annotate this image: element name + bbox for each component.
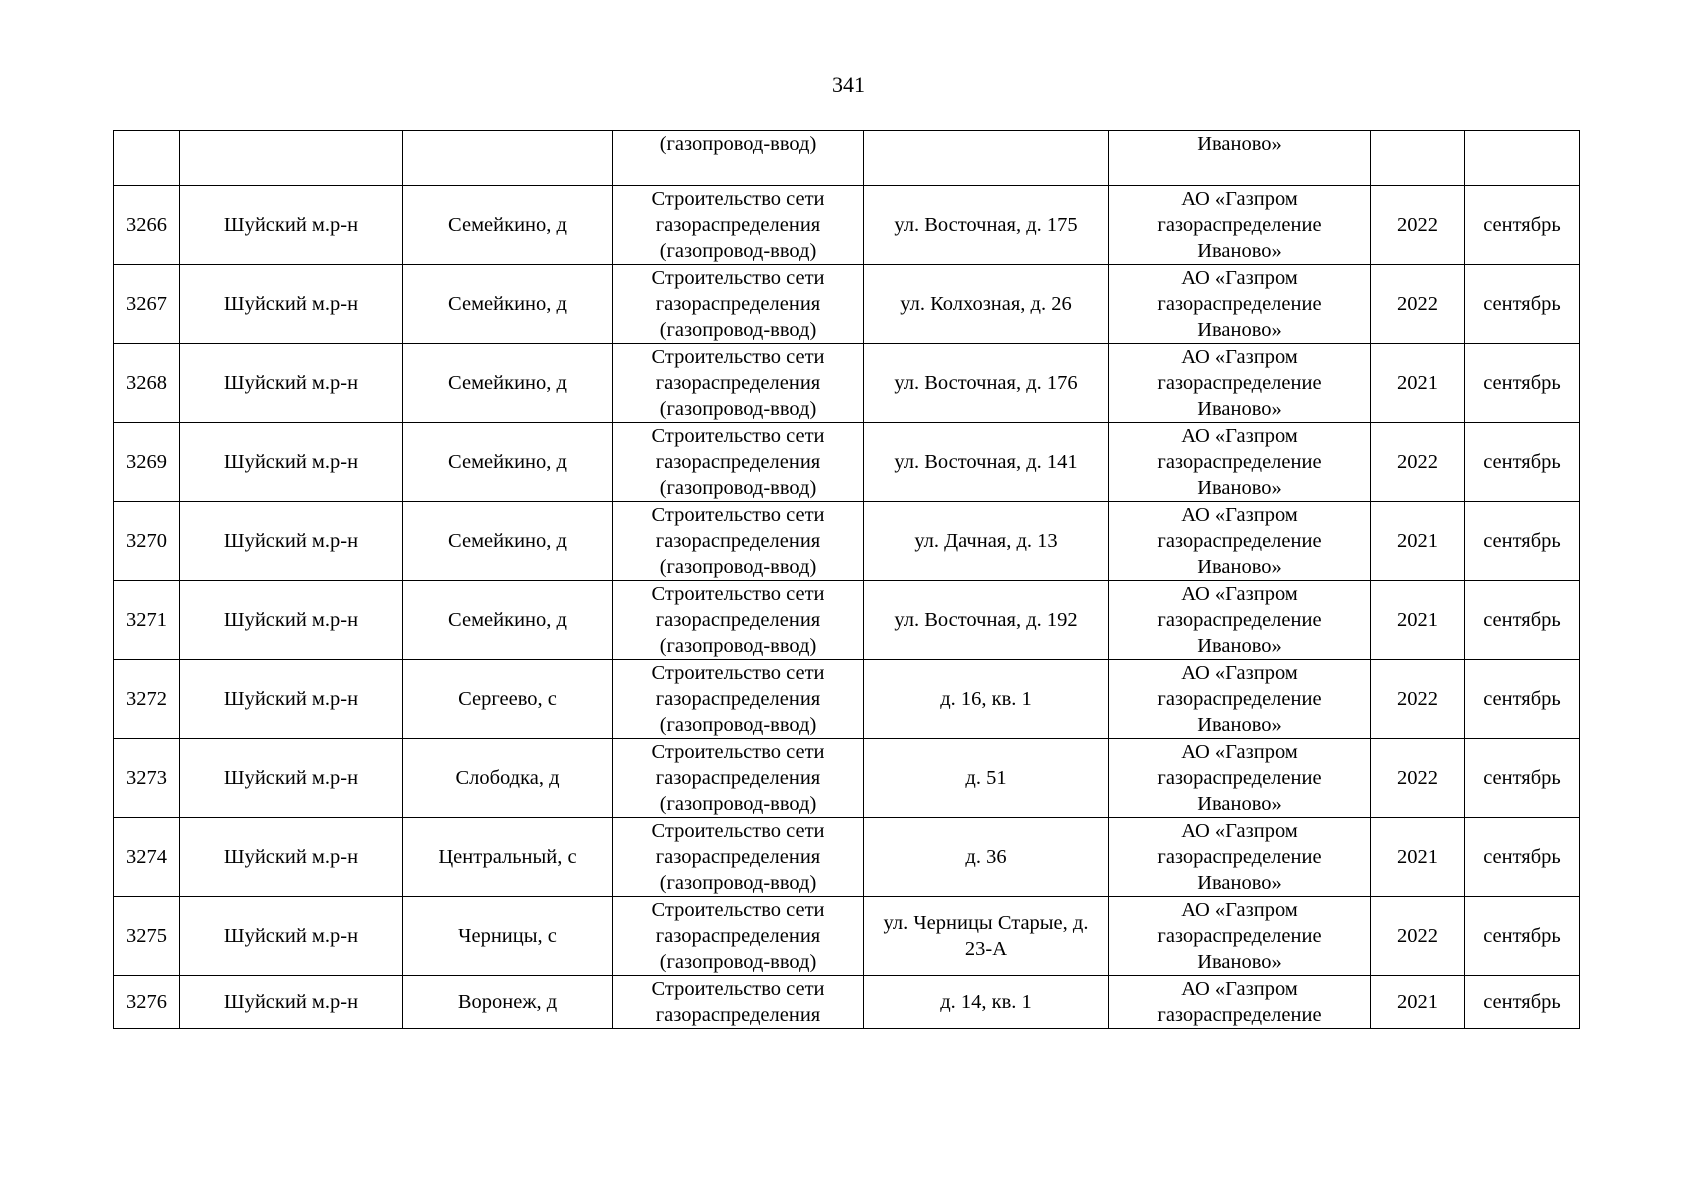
cell-work-line: Строительство сети bbox=[651, 662, 825, 684]
table-row bbox=[114, 739, 1580, 818]
cell-num: 3275 bbox=[114, 897, 180, 976]
cell-address bbox=[864, 265, 1109, 344]
cell-org-line: газораспределение bbox=[1157, 925, 1322, 947]
cell-org-line: АО «Газпром bbox=[1181, 978, 1298, 1000]
cell-address bbox=[864, 502, 1109, 581]
cell-work-line: газораспределения bbox=[655, 451, 821, 473]
cell-year: 2022 bbox=[1371, 423, 1465, 502]
cell-org-line: АО «Газпром bbox=[1181, 583, 1298, 605]
table-row bbox=[114, 581, 1580, 660]
cell-month: сентябрь bbox=[1465, 897, 1580, 976]
cell-work-line: (газопровод-ввод) bbox=[659, 398, 817, 420]
cell-org-line: АО «Газпром bbox=[1181, 820, 1298, 842]
cell-work-line: газораспределения bbox=[655, 372, 821, 394]
cell-address-line: 23-А bbox=[964, 938, 1008, 960]
cell-year: 2022 bbox=[1371, 265, 1465, 344]
cell-org bbox=[1109, 976, 1371, 1029]
cell-num: 3271 bbox=[114, 581, 180, 660]
cell-org-line: АО «Газпром bbox=[1181, 899, 1298, 921]
cell-org bbox=[1109, 423, 1371, 502]
cell-org-line: Иваново» bbox=[1197, 872, 1282, 894]
cell-district: Шуйский м.р-н bbox=[180, 897, 403, 976]
cell-address-line: ул. Восточная, д. 175 bbox=[894, 214, 1078, 236]
cell-settlement: Семейкино, д bbox=[403, 502, 613, 581]
cell-num: 3274 bbox=[114, 818, 180, 897]
cell-org: Иваново» bbox=[1109, 131, 1371, 186]
cell-org-line: газораспределение bbox=[1157, 214, 1322, 236]
cell-settlement: Черницы, с bbox=[403, 897, 613, 976]
cell-org-line: газораспределение bbox=[1157, 767, 1322, 789]
table-row bbox=[114, 265, 1580, 344]
cell-year bbox=[1371, 131, 1465, 186]
cell-settlement: Семейкино, д bbox=[403, 344, 613, 423]
table-row bbox=[114, 818, 1580, 897]
cell-work bbox=[613, 739, 864, 818]
cell-year: 2022 bbox=[1371, 660, 1465, 739]
cell-num: 3276 bbox=[114, 976, 180, 1029]
cell-year: 2021 bbox=[1371, 344, 1465, 423]
cell-district: Шуйский м.р-н bbox=[180, 976, 403, 1029]
cell-month: сентябрь bbox=[1465, 818, 1580, 897]
cell-org-line: газораспределение bbox=[1157, 451, 1322, 473]
page-number: 341 bbox=[832, 72, 865, 97]
cell-work-line: газораспределения bbox=[655, 767, 821, 789]
cell-settlement: Семейкино, д bbox=[403, 581, 613, 660]
cell-org bbox=[1109, 818, 1371, 897]
cell-work-line: (газопровод-ввод) bbox=[659, 714, 817, 736]
cell-org-line: АО «Газпром bbox=[1181, 504, 1298, 526]
cell-work-line: газораспределения bbox=[655, 846, 821, 868]
cell-org-line: Иваново» bbox=[1197, 951, 1282, 973]
cell-address bbox=[864, 976, 1109, 1029]
cell-address bbox=[864, 131, 1109, 186]
cell-work bbox=[613, 660, 864, 739]
cell-work-line: (газопровод-ввод) bbox=[659, 240, 817, 262]
cell-org bbox=[1109, 344, 1371, 423]
cell-year: 2022 bbox=[1371, 897, 1465, 976]
cell-year: 2022 bbox=[1371, 186, 1465, 265]
cell-work bbox=[613, 976, 864, 1029]
cell-address bbox=[864, 423, 1109, 502]
cell-address-line: ул. Дачная, д. 13 bbox=[914, 530, 1058, 552]
cell-address bbox=[864, 344, 1109, 423]
cell-month: сентябрь bbox=[1465, 186, 1580, 265]
cell-work-line: Строительство сети bbox=[651, 425, 825, 447]
cell-num: 3269 bbox=[114, 423, 180, 502]
cell-district: Шуйский м.р-н bbox=[180, 265, 403, 344]
cell-work-line: Строительство сети bbox=[651, 899, 825, 921]
cell-org bbox=[1109, 265, 1371, 344]
cell-month: сентябрь bbox=[1465, 739, 1580, 818]
cell-month: сентябрь bbox=[1465, 502, 1580, 581]
cell-work bbox=[613, 818, 864, 897]
cell-org-line: Иваново» bbox=[1197, 714, 1282, 736]
cell-org-line: Иваново» bbox=[1197, 240, 1282, 262]
cell-address bbox=[864, 581, 1109, 660]
cell-num: 3267 bbox=[114, 265, 180, 344]
cell-address-line: д. 16, кв. 1 bbox=[940, 688, 1032, 710]
cell-address-line: ул. Восточная, д. 192 bbox=[894, 609, 1078, 631]
cell-org-line: газораспределение bbox=[1157, 372, 1322, 394]
cell-address bbox=[864, 186, 1109, 265]
cell-year: 2021 bbox=[1371, 818, 1465, 897]
cell-work-line: Строительство сети bbox=[651, 978, 825, 1000]
cell-work bbox=[613, 897, 864, 976]
cell-org-line: АО «Газпром bbox=[1181, 267, 1298, 289]
cell-work-line: газораспределения bbox=[655, 214, 821, 236]
cell-month: сентябрь bbox=[1465, 976, 1580, 1029]
cell-work-line: (газопровод-ввод) bbox=[659, 951, 817, 973]
cell-month: сентябрь bbox=[1465, 265, 1580, 344]
cell-org bbox=[1109, 897, 1371, 976]
cell-year: 2021 bbox=[1371, 581, 1465, 660]
cell-num: 3272 bbox=[114, 660, 180, 739]
cell-address-line: д. 14, кв. 1 bbox=[940, 991, 1032, 1013]
cell-work-line: (газопровод-ввод) bbox=[659, 319, 817, 341]
cell-work bbox=[613, 502, 864, 581]
cell-org bbox=[1109, 739, 1371, 818]
cell-org-line: газораспределение bbox=[1157, 1004, 1322, 1026]
cell-address bbox=[864, 897, 1109, 976]
cell-settlement: Воронеж, д bbox=[403, 976, 613, 1029]
cell-settlement: Семейкино, д bbox=[403, 186, 613, 265]
cell-org bbox=[1109, 502, 1371, 581]
cell-work-line: (газопровод-ввод) bbox=[659, 872, 817, 894]
cell-org bbox=[1109, 186, 1371, 265]
cell-num bbox=[114, 131, 180, 186]
cell-org-line: газораспределение bbox=[1157, 688, 1322, 710]
cell-work-line: газораспределения bbox=[655, 925, 821, 947]
cell-year: 2022 bbox=[1371, 739, 1465, 818]
cell-org bbox=[1109, 660, 1371, 739]
cell-district bbox=[180, 131, 403, 186]
cell-work-line: Строительство сети bbox=[651, 820, 825, 842]
cell-district: Шуйский м.р-н bbox=[180, 344, 403, 423]
cell-num: 3270 bbox=[114, 502, 180, 581]
cell-district: Шуйский м.р-н bbox=[180, 818, 403, 897]
cell-district: Шуйский м.р-н bbox=[180, 502, 403, 581]
table-row bbox=[114, 344, 1580, 423]
cell-address bbox=[864, 660, 1109, 739]
cell-num: 3266 bbox=[114, 186, 180, 265]
cell-work-line: (газопровод-ввод) bbox=[659, 477, 817, 499]
cell-month: сентябрь bbox=[1465, 344, 1580, 423]
cell-org-line: газораспределение bbox=[1157, 609, 1322, 631]
cell-org-line: АО «Газпром bbox=[1181, 741, 1298, 763]
cell-org-line: газораспределение bbox=[1157, 846, 1322, 868]
cell-num: 3273 bbox=[114, 739, 180, 818]
cell-work-line: газораспределения bbox=[655, 293, 821, 315]
cell-work bbox=[613, 265, 864, 344]
cell-address bbox=[864, 739, 1109, 818]
cell-work: (газопровод-ввод) bbox=[613, 131, 864, 186]
cell-month: сентябрь bbox=[1465, 660, 1580, 739]
cell-org-line: газораспределение bbox=[1157, 293, 1322, 315]
table-row-continuation bbox=[114, 131, 1580, 186]
cell-settlement: Семейкино, д bbox=[403, 265, 613, 344]
cell-org-line: АО «Газпром bbox=[1181, 425, 1298, 447]
cell-work-line: Строительство сети bbox=[651, 267, 825, 289]
cell-org-line: Иваново» bbox=[1197, 319, 1282, 341]
cell-num: 3268 bbox=[114, 344, 180, 423]
cell-work bbox=[613, 423, 864, 502]
cell-district: Шуйский м.р-н bbox=[180, 739, 403, 818]
data-table bbox=[113, 130, 1580, 1029]
table-row bbox=[114, 502, 1580, 581]
cell-org-line: АО «Газпром bbox=[1181, 346, 1298, 368]
table-row bbox=[114, 660, 1580, 739]
cell-address-line: ул. Колхозная, д. 26 bbox=[900, 293, 1072, 315]
cell-address-line: ул. Восточная, д. 176 bbox=[894, 372, 1078, 394]
table-row bbox=[114, 897, 1580, 976]
cell-org-line: Иваново» bbox=[1197, 793, 1282, 815]
cell-year: 2021 bbox=[1371, 502, 1465, 581]
cell-org-line: Иваново» bbox=[1197, 635, 1282, 657]
cell-address-line: д. 51 bbox=[965, 767, 1007, 789]
cell-district: Шуйский м.р-н bbox=[180, 423, 403, 502]
cell-org bbox=[1109, 581, 1371, 660]
table-row bbox=[114, 186, 1580, 265]
cell-work-line: газораспределения bbox=[655, 688, 821, 710]
table-row bbox=[114, 423, 1580, 502]
cell-address-line: ул. Черницы Старые, д. bbox=[883, 912, 1089, 934]
table-row bbox=[114, 976, 1580, 1029]
cell-settlement bbox=[403, 131, 613, 186]
cell-org-line: Иваново» bbox=[1197, 556, 1282, 578]
cell-work-line: газораспределения bbox=[655, 1004, 821, 1026]
cell-work-line: (газопровод-ввод) bbox=[659, 635, 817, 657]
cell-work-line: Строительство сети bbox=[651, 346, 825, 368]
cell-work bbox=[613, 581, 864, 660]
cell-org-line: Иваново» bbox=[1197, 477, 1282, 499]
cell-settlement: Центральный, с bbox=[403, 818, 613, 897]
cell-org-line: газораспределение bbox=[1157, 530, 1322, 552]
cell-work-line: Строительство сети bbox=[651, 741, 825, 763]
cell-month: сентябрь bbox=[1465, 423, 1580, 502]
cell-work-line: Строительство сети bbox=[651, 583, 825, 605]
cell-work-line: Строительство сети bbox=[651, 188, 825, 210]
cell-district: Шуйский м.р-н bbox=[180, 660, 403, 739]
cell-org-line: АО «Газпром bbox=[1181, 662, 1298, 684]
cell-district: Шуйский м.р-н bbox=[180, 581, 403, 660]
cell-org-line: АО «Газпром bbox=[1181, 188, 1298, 210]
cell-address-line: ул. Восточная, д. 141 bbox=[894, 451, 1078, 473]
cell-org-line: Иваново» bbox=[1197, 398, 1282, 420]
cell-month bbox=[1465, 131, 1580, 186]
cell-settlement: Сергеево, с bbox=[403, 660, 613, 739]
cell-settlement: Слободка, д bbox=[403, 739, 613, 818]
cell-work-line: газораспределения bbox=[655, 609, 821, 631]
cell-year: 2021 bbox=[1371, 976, 1465, 1029]
cell-address-line: д. 36 bbox=[965, 846, 1007, 868]
cell-settlement: Семейкино, д bbox=[403, 423, 613, 502]
cell-work-line: Строительство сети bbox=[651, 504, 825, 526]
cell-work-line: газораспределения bbox=[655, 530, 821, 552]
cell-work bbox=[613, 344, 864, 423]
cell-district: Шуйский м.р-н bbox=[180, 186, 403, 265]
cell-work-line: (газопровод-ввод) bbox=[659, 793, 817, 815]
cell-address bbox=[864, 818, 1109, 897]
table-body bbox=[114, 131, 1580, 1029]
cell-month: сентябрь bbox=[1465, 581, 1580, 660]
cell-work-line: (газопровод-ввод) bbox=[659, 556, 817, 578]
cell-work bbox=[613, 186, 864, 265]
